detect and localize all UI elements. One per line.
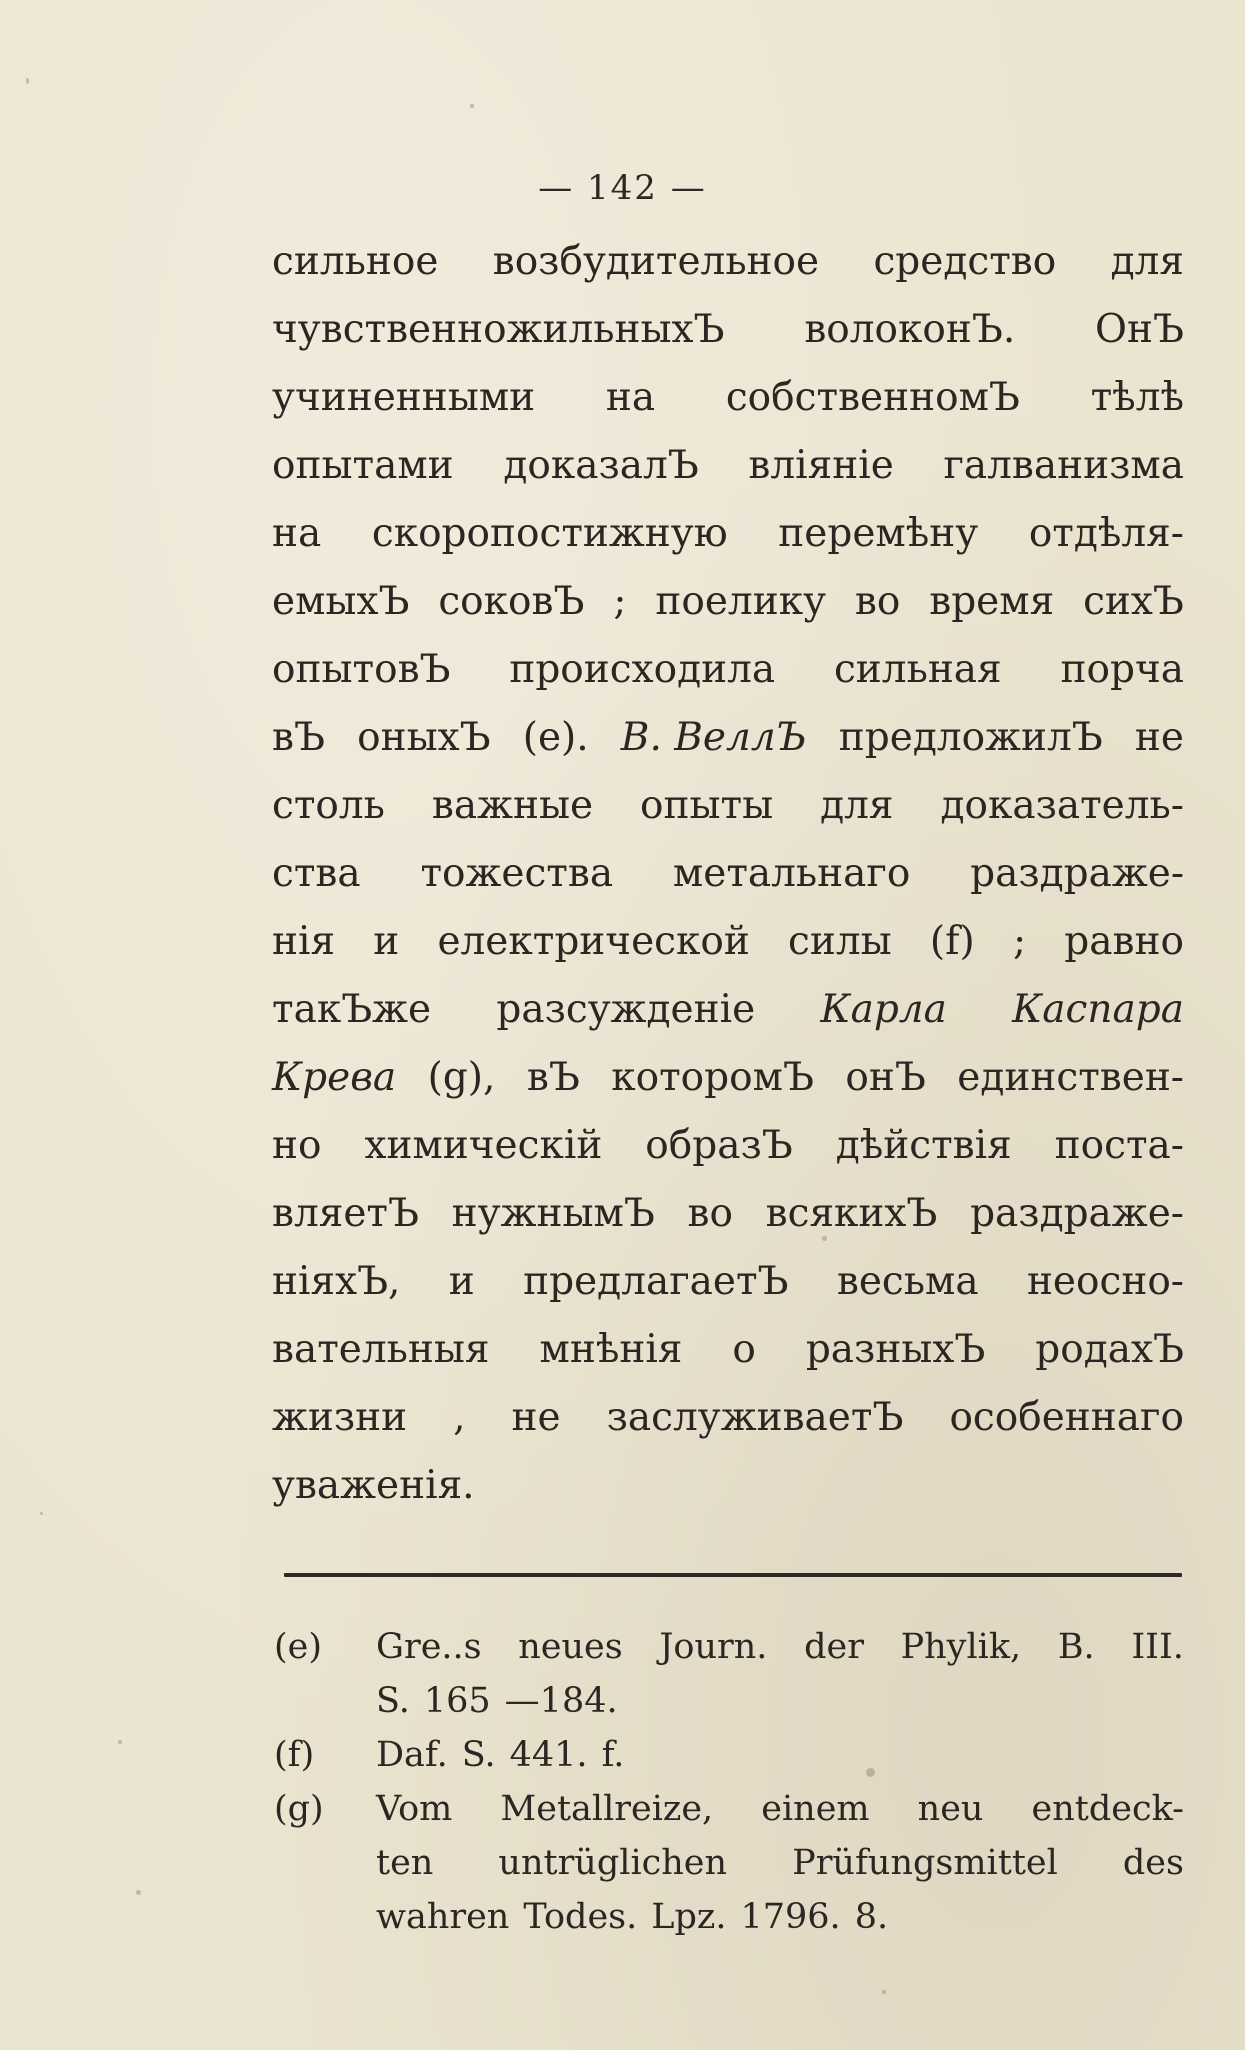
footnote-word: Daf. [376,1735,448,1775]
text-word: опыты [640,783,774,828]
text-line [272,1452,1184,1520]
text-word: важные [431,783,594,828]
paper-speck [136,1890,141,1895]
text-word: , [453,1395,466,1440]
paper-speck [26,78,29,84]
text-word: на [605,375,656,420]
text-line [272,908,1184,976]
text-word: собственномЪ [725,375,1020,420]
text-word: опытами [272,443,454,488]
text-line [272,296,1184,364]
paper-speck [40,1512,43,1515]
text-word: равно [1064,919,1184,964]
text-word: заслуживаетЪ [606,1395,904,1440]
footnote-g [274,1782,1184,1944]
text-word: емыхЪ [272,579,410,624]
footnote-word: B. [1057,1627,1095,1667]
footnote-word: III. [1131,1627,1184,1667]
footnote-word: neues [518,1627,623,1667]
text-word: чувственножильныхЪ [272,307,725,352]
text-word: доказатель- [940,783,1184,828]
text-word: и [448,1259,475,1304]
footnote-word: —184. [504,1681,618,1721]
footnote-line [376,1836,1184,1890]
footnote-word: Vom [376,1789,453,1829]
text-word: неосно- [1026,1259,1184,1304]
text-word: химическій [364,1123,603,1168]
text-line [272,976,1184,1044]
footnotes-block [274,1620,1184,1944]
text-word: отдѣля- [1028,511,1184,556]
text-word: вЪ [272,715,325,760]
footnote-word: f. [601,1735,625,1775]
text-word: раздраже- [970,851,1184,896]
text-word: во [854,579,901,624]
text-word: учиненными [272,375,536,420]
text-word: Карла [820,987,947,1032]
text-word: разсужденіе [496,987,756,1032]
main-text-block [272,228,1184,1520]
text-line [272,432,1184,500]
footnote-word: untrüglichen [498,1843,728,1883]
text-word: возбудительное [492,239,820,284]
text-word: Каспара [1012,987,1184,1032]
footnote-word: 441. [509,1735,588,1775]
footnote-marker: (e) [274,1627,323,1667]
text-word: скоропостижную [371,511,728,556]
text-word: ніяхЪ, [272,1259,401,1304]
text-word: вляетЪ [272,1191,419,1236]
text-word: В. ВеллЪ [620,715,807,760]
text-word: поста- [1054,1123,1184,1168]
text-word: вЪ [526,1055,580,1100]
text-word: сильная [833,647,1002,692]
text-word: для [820,783,894,828]
footnote-word: Prüfungsmittel [792,1843,1058,1883]
text-word: которомЪ [611,1055,814,1100]
footnote-word: Journ. [659,1627,768,1667]
text-line [272,1316,1184,1384]
text-line [272,364,1184,432]
text-word: о [732,1327,756,1372]
text-word: для [1110,239,1184,284]
text-word: происходила [509,647,776,692]
text-line [272,1044,1184,1112]
text-word: сильное [272,239,439,284]
text-word: (f) [929,919,975,964]
text-word: поелику [655,579,827,624]
text-word: дѣйствія [835,1123,1012,1168]
text-word: единствен- [957,1055,1184,1100]
text-word: весьма [836,1259,979,1304]
text-line [272,1384,1184,1452]
text-word: ства [272,851,361,896]
text-word: (e). [522,715,589,760]
text-word: такЪже [272,987,432,1032]
text-line [272,636,1184,704]
footnote-word: der [804,1627,864,1667]
paper-speck [470,104,474,108]
text-word: жизни [272,1395,408,1440]
text-word: особеннаго [949,1395,1184,1440]
text-word: нія [272,919,336,964]
footnote-word: 165 [423,1681,491,1721]
text-word: метальнаго [672,851,911,896]
text-line [272,1248,1184,1316]
text-word: волоконЪ. [804,307,1016,352]
footnote-word: ten [376,1843,434,1883]
paper-speck [882,1990,886,1994]
text-word: родахЪ [1035,1327,1184,1372]
text-line [272,840,1184,908]
text-word: оныхЪ [357,715,491,760]
footnote-word: neu [917,1789,984,1829]
footnote-marker: (g) [274,1789,324,1829]
text-line [272,1112,1184,1180]
footnote-word: Gre..s [376,1627,482,1667]
text-word: порча [1060,647,1184,692]
footnote-line [376,1890,1184,1944]
text-word: тѣлѣ [1090,375,1184,420]
footnote-word: wahren [376,1897,510,1937]
text-word: Крева [272,1055,397,1100]
footnote-word: S. [376,1681,410,1721]
text-word: уваженія. [272,1463,475,1508]
text-word: онЪ [845,1055,926,1100]
text-word: нужнымЪ [451,1191,655,1236]
footnote-marker: (f) [274,1735,315,1775]
text-word: предложилЪ [838,715,1103,760]
text-word: на [272,511,322,556]
text-word: и [373,919,400,964]
footnote-word: Todes. [523,1897,638,1937]
footnote-word: Metallreize, [500,1789,714,1829]
text-line [272,1180,1184,1248]
footnote-f [274,1728,1184,1782]
text-word: тожества [420,851,614,896]
footnote-word: S. [461,1735,496,1775]
text-word: образЪ [645,1123,793,1168]
text-word: предлагаетЪ [523,1259,789,1304]
text-word: галванизма [943,443,1184,488]
text-word: не [1134,715,1184,760]
text-word: разныхЪ [805,1327,986,1372]
footnote-word: entdeck- [1031,1789,1184,1829]
text-word: доказалЪ [503,443,699,488]
text-word: силы [788,919,892,964]
footnote-line [376,1728,1184,1782]
page-number: — 142 — [538,168,707,208]
text-word: мнѣнія [539,1327,683,1372]
footnote-word: 8. [854,1897,889,1937]
text-word: опытовЪ [272,647,451,692]
footnote-line [376,1782,1184,1836]
text-word: соковЪ [438,579,585,624]
footnote-word: des [1122,1843,1184,1883]
paper-speck [118,1740,122,1744]
text-line [272,704,1184,772]
text-word: ОнЪ [1095,307,1184,352]
text-word: время [929,579,1055,624]
text-word: не [511,1395,561,1440]
text-word: средство [873,239,1057,284]
footnote-e [274,1620,1184,1728]
text-word: всякихЪ [765,1191,938,1236]
text-word: сихЪ [1083,579,1184,624]
text-word: (g), [427,1055,496,1100]
footnote-word: 1796. [740,1897,841,1937]
text-word: ; [1012,919,1027,964]
text-word: вательныя [272,1327,490,1372]
text-word: во [687,1191,733,1236]
footnote-word: Lpz. [651,1897,727,1937]
text-word: електрической [437,919,750,964]
text-line [272,772,1184,840]
text-line [272,500,1184,568]
footnote-separator-rule [284,1573,1182,1577]
text-word: столь [272,783,385,828]
text-word: вліяніе [748,443,894,488]
footnote-word: Phylik, [900,1627,1022,1667]
text-word: ; [613,579,627,624]
footnote-line [376,1674,1184,1728]
footnote-word: einem [761,1789,870,1829]
text-line [272,568,1184,636]
text-word: раздраже- [970,1191,1184,1236]
text-word: но [272,1123,322,1168]
text-line [272,228,1184,296]
text-word: перемѣну [778,511,979,556]
footnote-line [376,1620,1184,1674]
